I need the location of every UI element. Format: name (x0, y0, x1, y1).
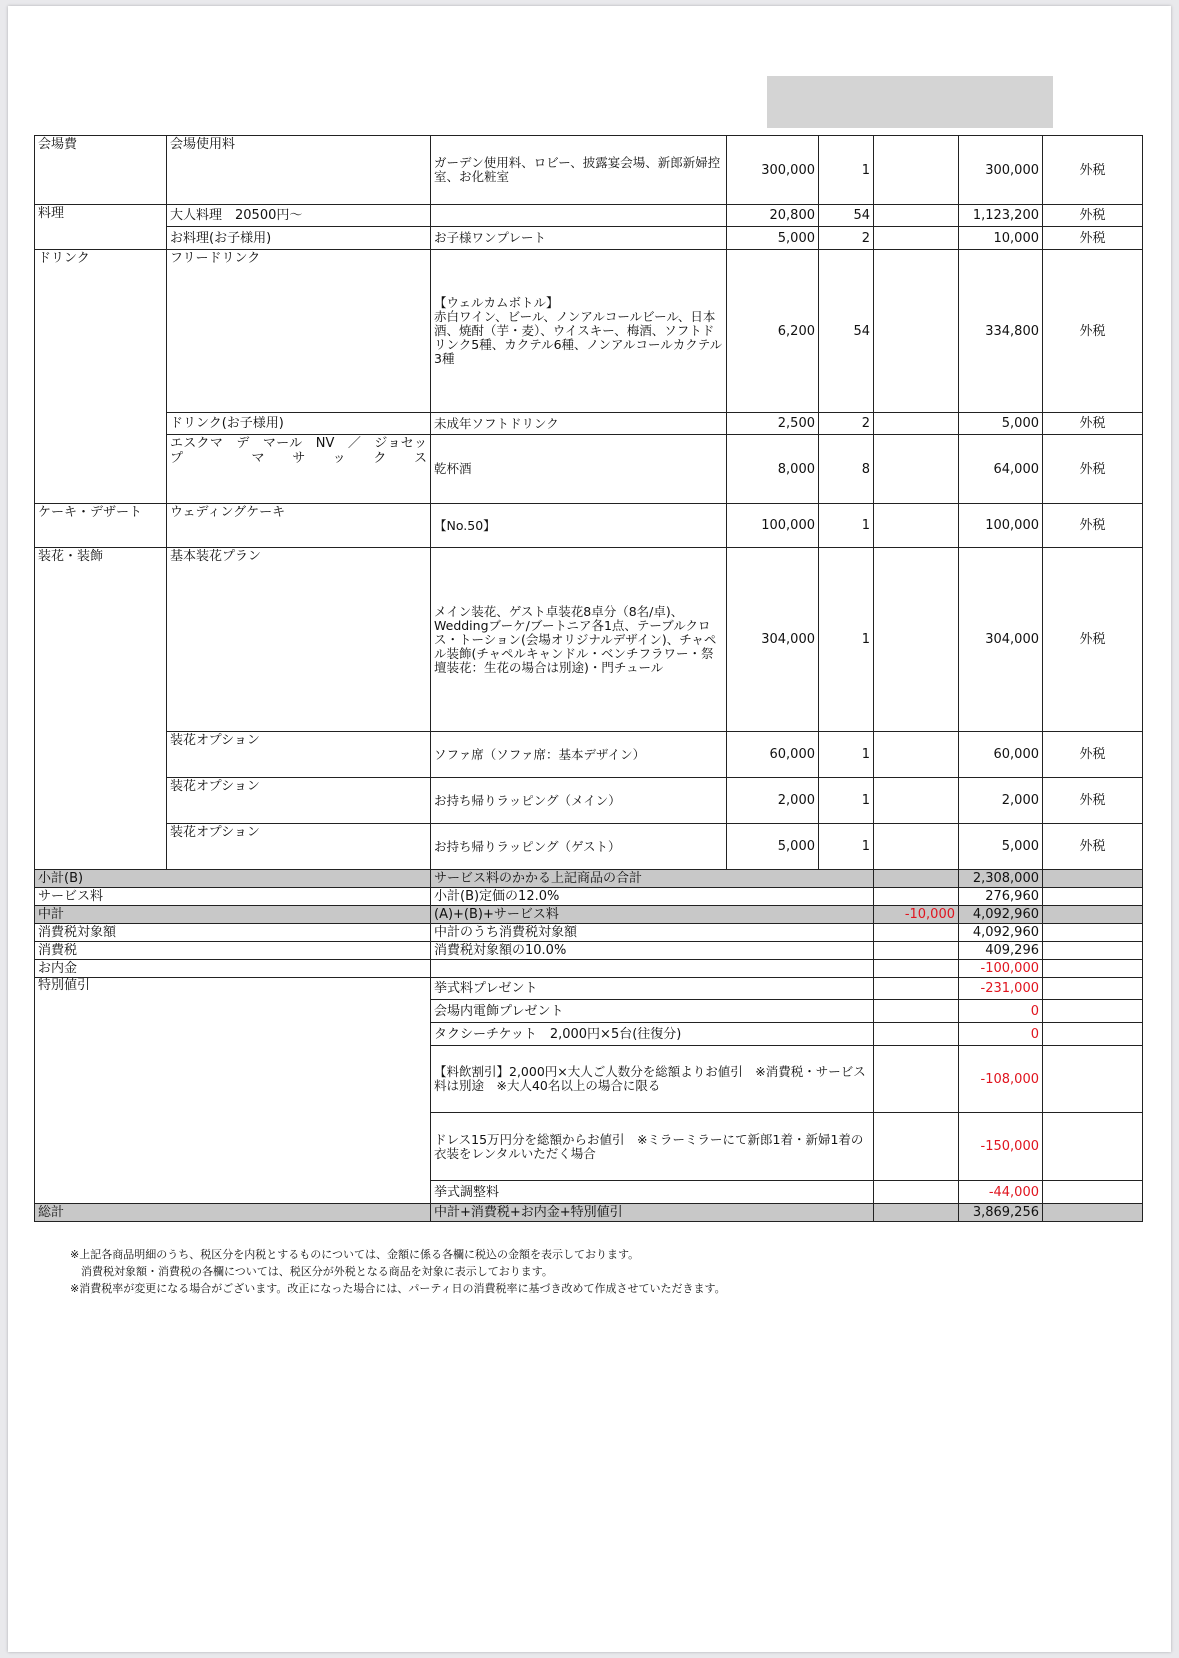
redacted-block (767, 76, 1053, 128)
blank-cell (874, 548, 959, 732)
table-row (35, 413, 1143, 435)
category-cell: 料理 (35, 205, 167, 250)
quantity-cell: 1 (819, 136, 874, 205)
table-row (35, 732, 1143, 778)
table-row (35, 227, 1143, 250)
unit-price-cell: 8,000 (727, 435, 819, 504)
item-cell: 装花オプション (167, 778, 431, 824)
discount-amount: 0 (959, 1023, 1043, 1046)
summary-description: 中計+消費税+お内金+特別値引 (431, 1204, 874, 1222)
tax-type-cell: 外税 (1043, 435, 1143, 504)
quantity-cell: 1 (819, 732, 874, 778)
discount-description: 挙式料プレゼント (431, 978, 874, 1000)
amount-cell: 304,000 (959, 548, 1043, 732)
blank-cell (874, 924, 959, 942)
summary-description: 小計(B)定価の12.0% (431, 888, 874, 906)
discount-amount: 0 (959, 1000, 1043, 1023)
footnote: ※消費税率が変更になる場合がございます。改正になった場合には、パーティ日の消費税率に基づき改めて作成させていただきます。 (70, 1282, 726, 1295)
unit-price-cell: 5,000 (727, 227, 819, 250)
summary-label: お内金 (35, 960, 431, 978)
table-row (35, 824, 1143, 870)
blank-cell (874, 942, 959, 960)
blank-cell (1043, 1181, 1143, 1204)
tax-type-cell: 外税 (1043, 732, 1143, 778)
blank-cell (1043, 870, 1143, 888)
taxable-amount-row (35, 924, 1143, 942)
discount-amount: -231,000 (959, 978, 1043, 1000)
quantity-cell: 2 (819, 227, 874, 250)
discount-amount: -108,000 (959, 1046, 1043, 1113)
blank-cell (874, 504, 959, 548)
amount-cell: 2,000 (959, 778, 1043, 824)
tax-type-cell: 外税 (1043, 778, 1143, 824)
description-cell: メイン装花、ゲスト卓装花8卓分（8名/卓)、Weddingブーケ/ブートニア各1点、テーブルクロス・トーション(会場オリジナルデザイン)、チャペル装飾(チャペルキャンドル・ベンチフラワー・祭壇装花：生花の場合は別途)・門チュール (431, 548, 727, 732)
item-cell: フリードリンク (167, 250, 431, 413)
amount-cell: 64,000 (959, 435, 1043, 504)
discount-description: 【料飲割引】2,000円×大人ご人数分を総額よりお値引 ※消費税・サービス料は別途 ※大人40名以上の場合に限る (431, 1046, 874, 1113)
unit-price-cell: 20,800 (727, 205, 819, 227)
blank-cell (1043, 978, 1143, 1000)
quantity-cell: 1 (819, 504, 874, 548)
description-cell: 乾杯酒 (431, 435, 727, 504)
blank-cell (874, 1204, 959, 1222)
summary-description (431, 960, 874, 978)
blank-cell (874, 205, 959, 227)
summary-label: 消費税 (35, 942, 431, 960)
deposit-row (35, 960, 1143, 978)
unit-price-cell: 300,000 (727, 136, 819, 205)
midtotal-row (35, 906, 1143, 924)
tax-type-cell: 外税 (1043, 504, 1143, 548)
footnote: 消費税対象額・消費税の各欄については、税区分が外税となる商品を対象に表示しております。 (70, 1265, 553, 1278)
quantity-cell: 54 (819, 205, 874, 227)
blank-cell (874, 227, 959, 250)
amount-cell: 300,000 (959, 136, 1043, 205)
blank-cell (874, 870, 959, 888)
summary-label: サービス料 (35, 888, 431, 906)
blank-cell (874, 250, 959, 413)
tax-type-cell: 外税 (1043, 205, 1143, 227)
summary-label: 中計 (35, 906, 431, 924)
quantity-cell: 1 (819, 778, 874, 824)
amount-cell: 334,800 (959, 250, 1043, 413)
table-row (35, 435, 1143, 504)
quantity-cell: 2 (819, 413, 874, 435)
item-cell: ドリンク(お子様用) (167, 413, 431, 435)
blank-cell (1043, 1204, 1143, 1222)
item-cell: 装花オプション (167, 732, 431, 778)
item-cell: ウェディングケーキ (167, 504, 431, 548)
unit-price-cell: 2,500 (727, 413, 819, 435)
unit-price-cell: 304,000 (727, 548, 819, 732)
item-cell: 会場使用料 (167, 136, 431, 205)
discount-description: ドレス15万円分を総額からお値引 ※ミラーミラーにて新郎1着・新婦1着の衣装をレンタルいただく場合 (431, 1113, 874, 1181)
footnotes (70, 1246, 726, 1297)
blank-cell (874, 960, 959, 978)
tax-type-cell: 外税 (1043, 824, 1143, 870)
description-cell: ソファ席（ソファ席：基本デザイン） (431, 732, 727, 778)
document-page (8, 6, 1171, 1652)
blank-cell (874, 413, 959, 435)
blank-cell (874, 778, 959, 824)
unit-price-cell: 60,000 (727, 732, 819, 778)
summary-label: 小計(B) (35, 870, 431, 888)
blank-cell (874, 978, 959, 1000)
description-cell: お持ち帰りラッピング（ゲスト） (431, 824, 727, 870)
blank-cell (1043, 906, 1143, 924)
summary-description: 中計のうち消費税対象額 (431, 924, 874, 942)
item-cell: 大人料理 20500円～ (167, 205, 431, 227)
amount-cell: 1,123,200 (959, 205, 1043, 227)
blank-cell (874, 1046, 959, 1113)
quantity-cell: 8 (819, 435, 874, 504)
tax-type-cell: 外税 (1043, 227, 1143, 250)
description-cell: 未成年ソフトドリンク (431, 413, 727, 435)
tax-type-cell: 外税 (1043, 250, 1143, 413)
blank-cell (874, 435, 959, 504)
table-row (35, 136, 1143, 205)
amount-cell: 5,000 (959, 413, 1043, 435)
description-cell: 【ウェルカムボトル】 赤白ワイン、ビール、ノンアルコールビール、日本酒、焼酎（芋・麦）、ウイスキー、梅酒、ソフトドリンク5種、カクテル6種、ノンアルコールカクテル3種 (431, 250, 727, 413)
discount-description: 挙式調整料 (431, 1181, 874, 1204)
discount-amount: -150,000 (959, 1113, 1043, 1181)
quantity-cell: 1 (819, 548, 874, 732)
amount-cell: 10,000 (959, 227, 1043, 250)
summary-label: 特別値引 (35, 978, 431, 1204)
unit-price-cell: 6,200 (727, 250, 819, 413)
tax-type-cell: 外税 (1043, 413, 1143, 435)
table-row (35, 205, 1143, 227)
summary-label: 総計 (35, 1204, 431, 1222)
blank-cell (874, 824, 959, 870)
category-cell: ケーキ・デザート (35, 504, 167, 548)
subtotal-b-row (35, 870, 1143, 888)
category-cell: ドリンク (35, 250, 167, 504)
description-cell: ガーデン使用料、ロビー、披露宴会場、新郎新婦控室、お化粧室 (431, 136, 727, 205)
blank-cell (1043, 960, 1143, 978)
blank-cell (874, 732, 959, 778)
quantity-cell: 54 (819, 250, 874, 413)
unit-price-cell: 2,000 (727, 778, 819, 824)
summary-amount: 4,092,960 (959, 924, 1043, 942)
blank-cell (1043, 924, 1143, 942)
blank-cell (1043, 1046, 1143, 1113)
blank-cell (874, 1181, 959, 1204)
unit-price-cell: 5,000 (727, 824, 819, 870)
amount-cell: 5,000 (959, 824, 1043, 870)
summary-amount: -100,000 (959, 960, 1043, 978)
footnote: ※上記各商品明細のうち、税区分を内税とするものについては、金額に係る各欄に税込の金額を表示しております。 (70, 1248, 640, 1261)
discount-description: 会場内電飾プレゼント (431, 1000, 874, 1023)
item-cell: 装花オプション (167, 824, 431, 870)
category-cell: 装花・装飾 (35, 548, 167, 870)
table-row (35, 778, 1143, 824)
table-row (35, 504, 1143, 548)
blank-cell (1043, 888, 1143, 906)
blank-cell (874, 1113, 959, 1181)
summary-amount: 4,092,960 (959, 906, 1043, 924)
table-row (35, 548, 1143, 732)
item-cell: お料理(お子様用) (167, 227, 431, 250)
summary-amount: 3,869,256 (959, 1204, 1043, 1222)
blank-cell (1043, 942, 1143, 960)
blank-cell (874, 136, 959, 205)
blank-cell (1043, 1113, 1143, 1181)
item-cell: エスクマ デ マール NV ／ ジョセップ マサックス (167, 435, 431, 504)
amount-cell: 60,000 (959, 732, 1043, 778)
discount-description: タクシーチケット 2,000円×5台(往復分) (431, 1023, 874, 1046)
description-cell: お子様ワンプレート (431, 227, 727, 250)
estimate-table (34, 135, 1143, 1222)
blank-cell (1043, 1023, 1143, 1046)
summary-description: 消費税対象額の10.0% (431, 942, 874, 960)
blank-cell (874, 1000, 959, 1023)
summary-description: サービス料のかかる上記商品の合計 (431, 870, 874, 888)
service-charge-row (35, 888, 1143, 906)
tax-type-cell: 外税 (1043, 548, 1143, 732)
description-cell (431, 205, 727, 227)
summary-amount: 276,960 (959, 888, 1043, 906)
category-cell: 会場費 (35, 136, 167, 205)
grand-total-row (35, 1204, 1143, 1222)
adjustment-amount: -10,000 (874, 906, 959, 924)
consumption-tax-row (35, 942, 1143, 960)
summary-label: 消費税対象額 (35, 924, 431, 942)
description-cell: 【No.50】 (431, 504, 727, 548)
blank-cell (874, 1023, 959, 1046)
summary-amount: 409,296 (959, 942, 1043, 960)
item-cell: 基本装花プラン (167, 548, 431, 732)
quantity-cell: 1 (819, 824, 874, 870)
unit-price-cell: 100,000 (727, 504, 819, 548)
blank-cell (874, 888, 959, 906)
summary-description: (A)+(B)+サービス料 (431, 906, 874, 924)
table-row (35, 250, 1143, 413)
description-cell: お持ち帰りラッピング（メイン） (431, 778, 727, 824)
discount-amount: -44,000 (959, 1181, 1043, 1204)
discount-row (35, 978, 1143, 1000)
summary-amount: 2,308,000 (959, 870, 1043, 888)
tax-type-cell: 外税 (1043, 136, 1143, 205)
amount-cell: 100,000 (959, 504, 1043, 548)
blank-cell (1043, 1000, 1143, 1023)
